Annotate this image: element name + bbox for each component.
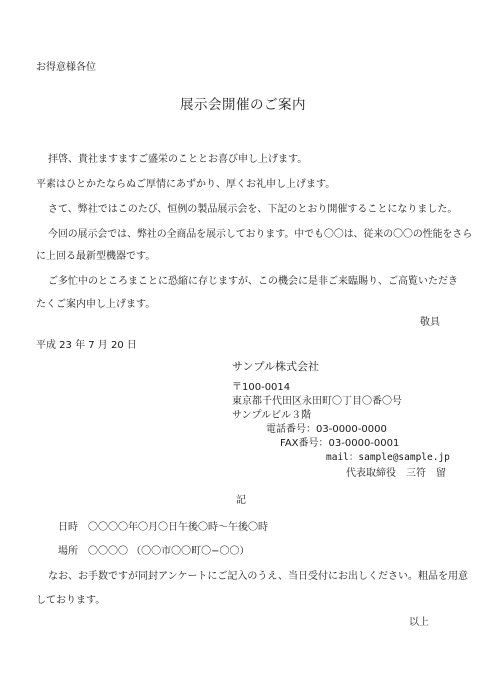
body-line-2: 平素はひとかたならぬご厚情にあずかり、厚くお礼申し上げます。	[36, 179, 336, 190]
sender-mail: mail：sample@sample.jp	[326, 452, 450, 463]
note-line-2: しております。	[36, 595, 106, 606]
where-label: 場所	[58, 546, 78, 557]
sender-company: サンプル株式会社	[232, 360, 320, 373]
sender-fax: FAX番号：03-0000-0001	[280, 438, 400, 449]
sender-address-1: 東京都千代田区永田町〇丁目〇番〇号	[232, 396, 402, 407]
ki-heading: 記	[236, 495, 246, 506]
note-line-1: なお、お手数ですが同封アンケートにご記入のうえ、当日受付にお出しください。粗品を用意	[48, 571, 468, 582]
when-value: 〇〇〇〇年〇月〇日午後〇時〜午後〇時	[88, 522, 268, 533]
body-line-3: さて、弊社ではこのたび、恒例の製品展示会を、下記のとおり開催することになりました。	[48, 204, 458, 215]
closing: 敬具	[420, 317, 440, 328]
body-line-5: に上回る最新型機器です。	[36, 251, 156, 262]
body-line-6: ご多忙中のところまことに恐縮に存じますが、この機会に是非ご来臨賜り、ご高覧いただき	[48, 276, 458, 287]
sender-postal: 〒100-0014	[232, 382, 291, 393]
sender-tel: 電話番号：03-0000-0000	[266, 424, 387, 435]
when-label: 日時	[58, 522, 78, 533]
end-mark: 以上	[409, 617, 429, 628]
letter-date: 平成 23 年 7 月 20 日	[36, 340, 137, 351]
body-line-7: たくご案内申し上げます。	[36, 299, 156, 310]
addressee: お得意様各位	[36, 62, 96, 73]
sender-representative: 代表取締役 三符 留	[346, 468, 446, 479]
sender-address-2: サンプルビル３階	[232, 410, 312, 421]
body-line-1: 拝啓、貴社ますますご盛栄のこととお喜び申し上げます。	[48, 154, 308, 165]
document-title: 展示会開催のご案内	[180, 97, 306, 113]
body-line-4: 今回の展示会では、弊社の全商品を展示しております。中でも〇〇は、従来の〇〇の性能をさら	[48, 229, 473, 240]
where-value: 〇〇〇〇 （〇〇市〇〇町〇−〇〇）	[88, 546, 250, 557]
